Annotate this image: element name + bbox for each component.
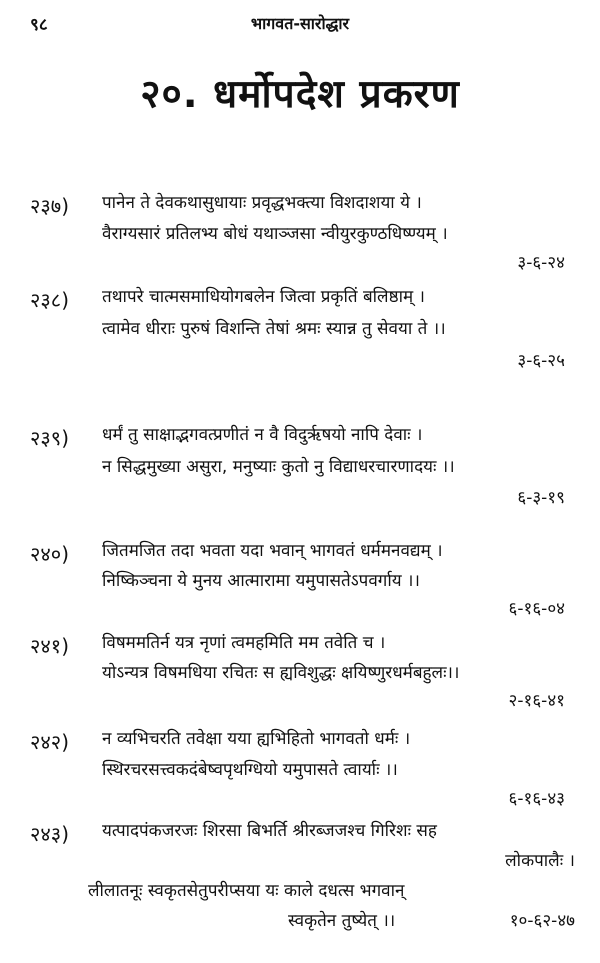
chapter-title: २०. धर्मोपदेश प्रकरण (140, 72, 460, 117)
verse-reference: ६-१६-४३ (508, 789, 565, 809)
verse-reference: ३-६-२५ (517, 351, 565, 371)
verse-line: जितमजित तदा भवता यदा भवान् भागवतं धर्ममनवद्यम् । (102, 541, 443, 561)
verse-number: २३८) (30, 288, 70, 312)
verse-line: योऽन्यत्र विषमधिया रचितः स ह्यविशुद्धः क्षयिष्णुरधर्मबहुलः।। (102, 663, 460, 683)
verse-reference: १०-६२-४७ (509, 911, 575, 931)
verse-line: न सिद्धमुख्या असुरा, मनुष्याः कुतो नु विद्याधरचारणादयः ।। (102, 457, 455, 477)
verse-reference: ६-१६-०४ (508, 599, 565, 619)
verse-line: न व्यभिचरति तवेक्षा यया ह्यभिहितो भागवतो धर्मः । (102, 729, 411, 749)
verse-line: स्वकृतेन तुष्येत् ।। (288, 911, 396, 931)
verse-line: पानेन ते देवकथासुधायाः प्रवृद्धभक्त्या विशदाशया ये । (102, 193, 422, 213)
verse-number: २४०) (30, 542, 70, 566)
verse-number: २३९) (30, 426, 70, 450)
verse-line: निष्किञ्चना ये मुनय आत्मारामा यमुपासतेऽपवर्गाय ।। (102, 571, 420, 591)
page-number: ९८ (30, 15, 48, 35)
verse-reference: ३-६-२४ (517, 253, 565, 273)
verse-reference: २-१६-४१ (508, 691, 565, 711)
verse-number: २४१) (30, 634, 70, 658)
verse-line: त्वामेव धीराः पुरुषं विशन्ति तेषां श्रमः स्यान्न तु सेवया ते ।। (102, 319, 446, 339)
verse-reference: ६-३-१९ (517, 488, 565, 508)
verse-line: विषममतिर्न यत्र नृणां त्वमहमिति मम तवेति च । (102, 633, 386, 653)
verse-line: लोकपालैः । (505, 851, 575, 871)
verse-line: लीलातनूः स्वकृतसेतुपरीप्सया यः काले दधत्स भगवान् (88, 881, 405, 901)
verse-number: २४३) (30, 822, 70, 846)
verse-line: यत्पादपंकजरजः शिरसा बिभर्ति श्रीरब्जजश्च गिरिशः सह (102, 821, 437, 841)
verse-line: तथापरे चात्मसमाधियोगबलेन जित्वा प्रकृतिं बलिष्ठाम् । (102, 287, 426, 307)
running-head: भागवत-सारोद्धार (250, 14, 350, 33)
verse-number: २४२) (30, 730, 70, 754)
verse-number: २३७) (30, 194, 70, 218)
verse-line: वैराग्यसारं प्रतिलभ्य बोधं यथाञ्जसा न्वीयुरकुण्ठधिष्ण्यम् । (102, 224, 448, 244)
verse-line: धर्मं तु साक्षाद्भगवत्प्रणीतं न वै विदुर्ऋषयो नापि देवाः । (102, 425, 423, 445)
verse-line: स्थिरचरसत्त्वकदंबेष्वपृथग्धियो यमुपासते त्वार्याः ।। (102, 760, 398, 780)
